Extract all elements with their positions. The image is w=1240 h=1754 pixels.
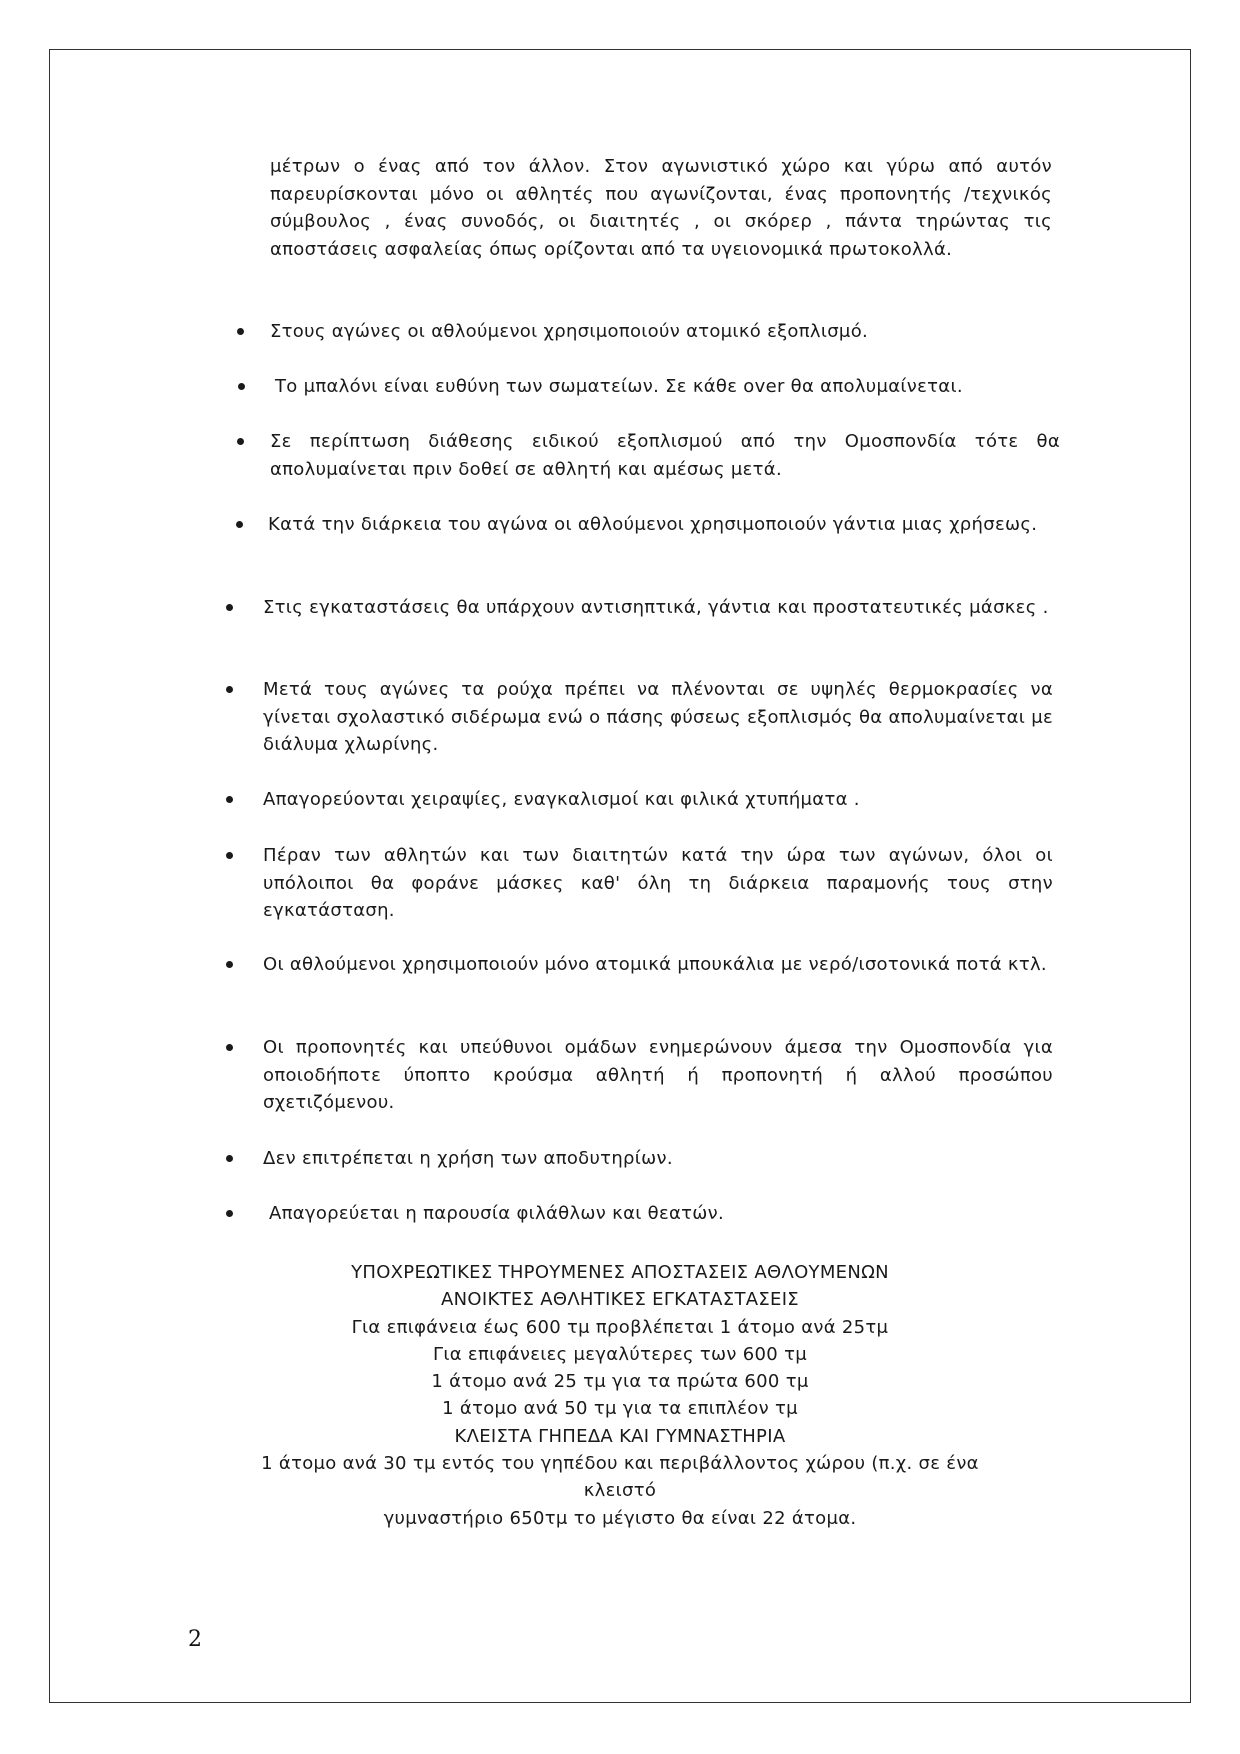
distance-rule: 1 άτομο ανά 25 τμ για τα πρώτα 600 τμ: [431, 1371, 809, 1393]
intro-paragraph: μέτρων ο ένας από τον άλλον. Στον αγωνιστικό χώρο και γύρω από αυτόν παρευρίσκονται μόνο οι αθλητές που αγωνίζονται, ένας προπονητής /τεχνικός σύμβουλος , ένας συνοδός, οι διαιτητές , οι σκόρερ , πάντα τηρώντας τις αποστάσεις ασφαλείας όπως ορίζονται από τα υγειονομικά πρωτοκολλά.: [270, 156, 1052, 260]
distance-requirements: [200, 1259, 1040, 1532]
list-item: [270, 318, 1060, 346]
list-item-text: Οι προπονητές και υπεύθυνοι ομάδων ενημερώνουν άμεσα την Ομοσπονδία για οποιοδήποτε ύποπτο κρούσμα αθλητή ή προπονητή ή αλλού προσώπου σχετιζόμενου.: [263, 1037, 1053, 1113]
bullet-icon: [226, 686, 233, 693]
distance-rule: 1 άτομο ανά 30 τμ εντός του γηπέδου και περιβάλλοντος χώρου (π.χ. σε ένα: [261, 1453, 979, 1475]
list-item-text: Στις εγκαταστάσεις θα υπάρχουν αντισηπτικά, γάντια και προστατευτικές μάσκες .: [263, 597, 1049, 618]
list-item: [270, 428, 1060, 483]
list-item-text: Μετά τους αγώνες τα ρούχα πρέπει να πλένονται σε υψηλές θερμοκρασίες να γίνεται σχολαστικό σιδέρωμα ενώ ο πάσης φύσεως εξοπλισμός θα απολυμαίνεται με διάλυμα χλωρίνης.: [263, 679, 1053, 755]
list-item-text: Το μπαλόνι είναι ευθύνη των σωματείων. Σε κάθε over θα απολυμαίνεται.: [275, 376, 963, 397]
distance-rule: κλειστό: [583, 1480, 657, 1502]
indoor-heading: ΚΛΕΙΣΤΑ ΓΗΠΕΔΑ ΚΑΙ ΓΥΜΝΑΣΤΗΡΙΑ: [454, 1425, 786, 1447]
distance-rule: γυμναστήριο 650τμ το μέγιστο θα είναι 22 άτομα.: [383, 1507, 857, 1529]
bullet-icon: [236, 521, 243, 528]
bullet-icon: [226, 961, 233, 968]
bullet-icon: [226, 852, 233, 859]
list-item-text: Δεν επιτρέπεται η χρήση των αποδυτηρίων.: [263, 1148, 673, 1169]
list-item: [263, 1145, 1053, 1173]
bullet-icon: [226, 604, 233, 611]
list-item: [269, 1200, 1059, 1228]
list-item-text: Στους αγώνες οι αθλούμενοι χρησιμοποιούν ατομικό εξοπλισμό.: [270, 321, 869, 342]
list-item: [263, 594, 1053, 622]
list-item-text: Πέραν των αθλητών και των διαιτητών κατά την ώρα των αγώνων, όλοι οι υπόλοιποι θα φοράνε μάσκες καθ' όλη τη διάρκεια παραμονής τους στην εγκατάσταση.: [263, 845, 1053, 921]
list-item-text: Κατά την διάρκεια του αγώνα οι αθλούμενοι χρησιμοποιούν γάντια μιας χρήσεως.: [268, 514, 1038, 535]
distance-rule: Για επιφάνεια έως 600 τμ προβλέπεται 1 άτομο ανά 25τμ: [351, 1316, 889, 1338]
list-item: [275, 373, 1065, 401]
bullet-icon: [226, 1155, 233, 1162]
distance-rule: 1 άτομο ανά 50 τμ για τα επιπλέον τμ: [442, 1398, 798, 1420]
list-item-text: Οι αθλούμενοι χρησιμοποιούν μόνο ατομικά μπουκάλια με νερό/ισοτονικά ποτά κτλ.: [263, 954, 1047, 975]
list-item-text: Απαγορεύονται χειραψίες, εναγκαλισμοί και φιλικά χτυπήματα .: [263, 789, 860, 810]
list-item: [263, 676, 1053, 759]
bullet-icon: [226, 1210, 233, 1217]
list-item: [263, 1034, 1053, 1117]
list-item-text: Σε περίπτωση διάθεσης ειδικού εξοπλισμού από την Ομοσπονδία τότε θα απολυμαίνεται πριν δοθεί σε αθλητή και αμέσως μετά.: [270, 431, 1060, 480]
bullet-icon: [237, 328, 244, 335]
outdoor-heading: ΑΝΟΙΚΤΕΣ ΑΘΛΗΤΙΚΕΣ ΕΓΚΑΤΑΣΤΑΣΕΙΣ: [441, 1289, 799, 1311]
distance-rule: Για επιφάνειες μεγαλύτερες των 600 τμ: [433, 1343, 807, 1365]
list-item-text: Απαγορεύεται η παρουσία φιλάθλων και θεατών.: [269, 1203, 725, 1224]
distances-heading: ΥΠΟΧΡΕΩΤΙΚΕΣ ΤΗΡΟΥΜΕΝΕΣ ΑΠΟΣΤΑΣΕΙΣ ΑΘΛΟΥΜΕΝΩΝ: [351, 1262, 889, 1283]
bullet-icon: [226, 796, 233, 803]
list-item: [268, 511, 1052, 539]
bullet-icon: [237, 438, 244, 445]
list-item: [263, 842, 1053, 925]
bullet-icon: [226, 1044, 233, 1051]
page-number: 2: [188, 1627, 203, 1652]
list-item: [263, 951, 1053, 979]
bullet-icon: [238, 383, 245, 390]
list-item: [263, 786, 1053, 814]
